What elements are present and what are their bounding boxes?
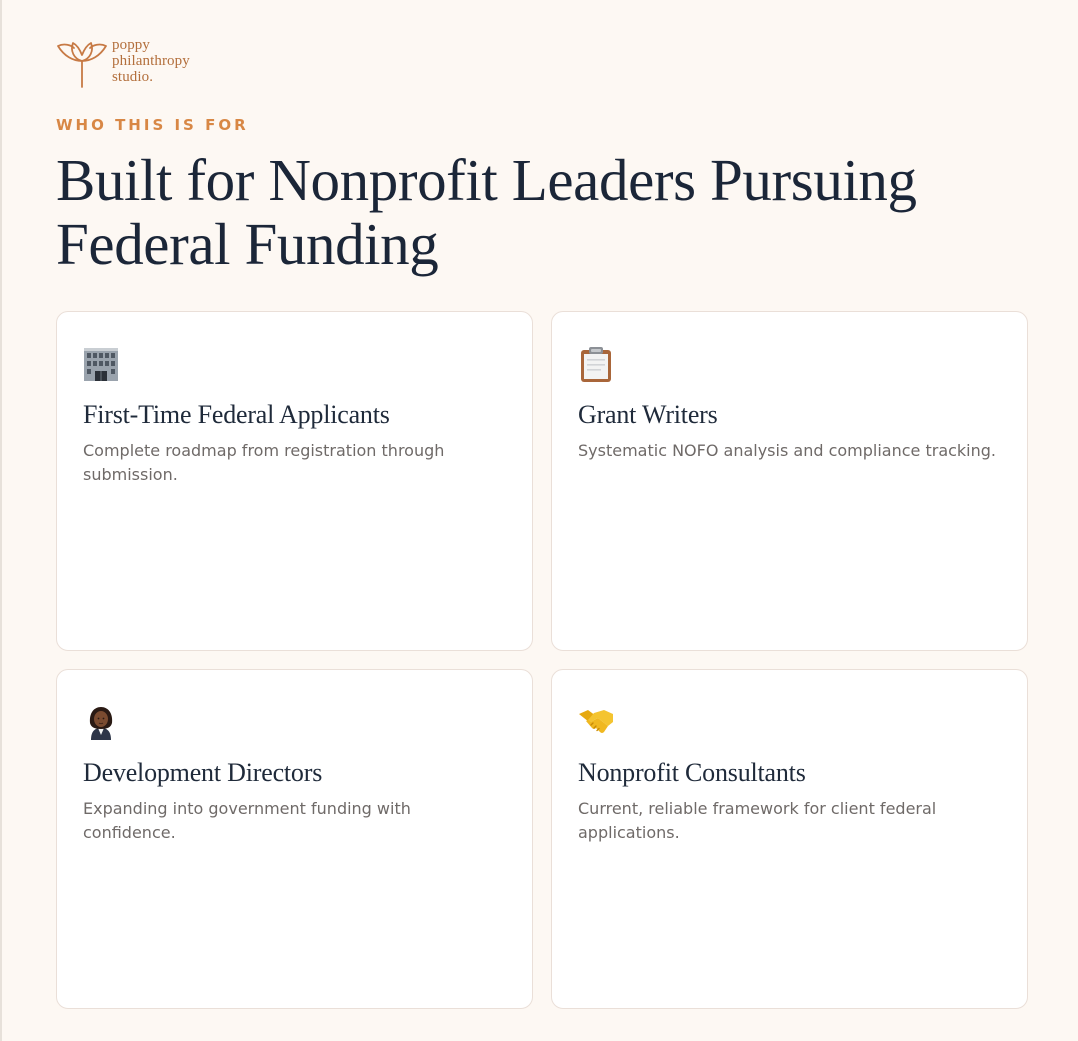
- handshake-icon: [578, 704, 614, 740]
- card-description: Current, reliable framework for client federal applications.: [578, 799, 937, 842]
- audience-card-grid: [56, 311, 1028, 1009]
- brand-logo[interactable]: [56, 36, 1028, 90]
- card-description: Systematic NOFO analysis and compliance tracking.: [578, 441, 997, 460]
- audience-card-nonprofit-consultants: [551, 669, 1028, 1009]
- brand-word-poppy: poppy: [112, 37, 150, 53]
- page-title-line-1: Built for Nonprofit Leaders Pursuing: [56, 147, 917, 213]
- brand-wordmark: [112, 37, 190, 85]
- page-content: [56, 36, 1028, 842]
- brand-word-studio: studio.: [112, 69, 154, 85]
- card-title: Nonprofit Consultants: [578, 758, 806, 787]
- page-title-line-2: Federal Funding: [56, 211, 439, 277]
- page-edge: [0, 0, 2, 1041]
- brand-word-philanthropy: philanthropy: [112, 53, 190, 69]
- office-building-icon: [83, 346, 119, 382]
- audience-card-development-directors: [56, 669, 533, 1009]
- clipboard-icon: [578, 346, 614, 382]
- section-eyebrow: WHO THIS IS FOR: [56, 116, 249, 134]
- card-description: Complete roadmap from registration through submission.: [83, 441, 445, 484]
- audience-card-grant-writers: [551, 311, 1028, 651]
- audience-card-first-time-applicants: [56, 311, 533, 651]
- poppy-logo-icon: [56, 36, 108, 88]
- page-title: [56, 148, 1028, 276]
- card-title: Grant Writers: [578, 400, 718, 429]
- card-title: Development Directors: [83, 758, 323, 787]
- card-title: First-Time Federal Applicants: [83, 400, 390, 429]
- card-description: Expanding into government funding with confidence.: [83, 799, 411, 842]
- businesswoman-icon: [83, 704, 119, 740]
